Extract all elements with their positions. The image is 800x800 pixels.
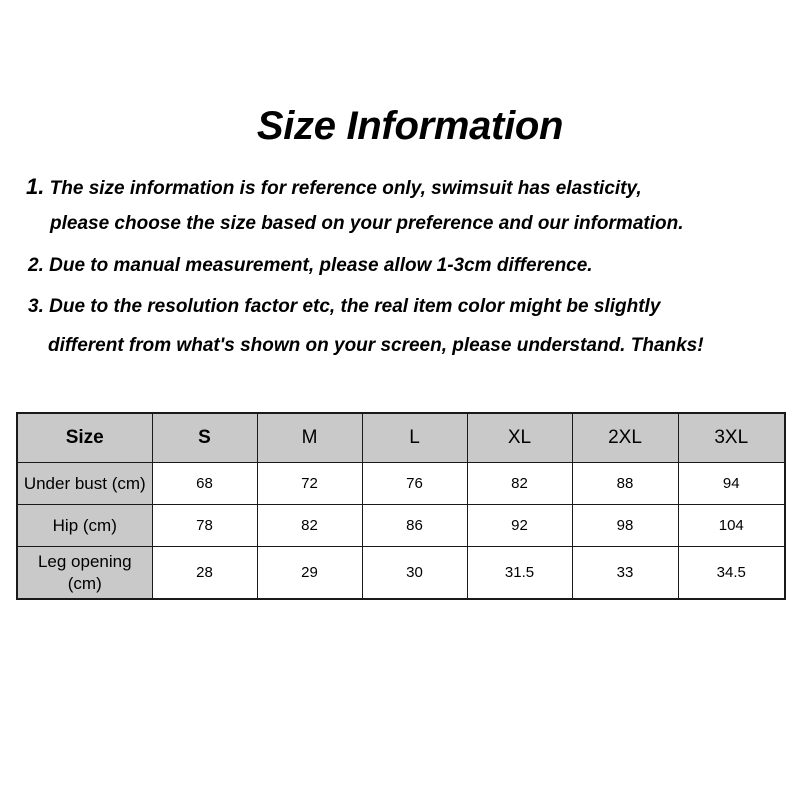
column-header-2xl: 2XL xyxy=(572,413,678,463)
page-title: Size Information xyxy=(256,104,564,148)
row-label-leg-opening-line-2: (cm) xyxy=(67,573,102,593)
row-label-hip: Hip (cm) xyxy=(17,505,152,547)
table-cell: 72 xyxy=(257,463,362,505)
note-3-line-1: 3. Due to the resolution factor etc, the real item color might be slightly xyxy=(28,296,661,317)
table-cell: 68 xyxy=(152,463,257,505)
size-chart-table xyxy=(16,412,786,600)
column-header-3xl: 3XL xyxy=(678,413,785,463)
table-header-row xyxy=(17,413,785,463)
table-cell: 28 xyxy=(152,547,257,600)
table-cell: 33 xyxy=(572,547,678,600)
note-1-line-1 xyxy=(26,175,642,201)
table-cell: 88 xyxy=(572,463,678,505)
table-row-hip xyxy=(17,505,785,547)
note-1-line-2: please choose the size based on your preference and our information. xyxy=(50,213,684,234)
column-header-s: S xyxy=(152,413,257,463)
table-row-leg-opening xyxy=(17,547,785,600)
table-cell: 86 xyxy=(362,505,467,547)
table-cell: 104 xyxy=(678,505,785,547)
note-3-line-2: different from what's shown on your screen, please understand. Thanks! xyxy=(48,335,704,356)
table-cell: 34.5 xyxy=(678,547,785,600)
table-cell: 82 xyxy=(467,463,572,505)
table-cell: 98 xyxy=(572,505,678,547)
note-2: 2. Due to manual measurement, please allow 1-3cm difference. xyxy=(28,255,593,276)
table-cell: 29 xyxy=(257,547,362,600)
table-cell: 92 xyxy=(467,505,572,547)
column-header-size: Size xyxy=(17,413,152,463)
table-cell: 31.5 xyxy=(467,547,572,600)
row-label-leg-opening-line-1: Leg opening xyxy=(37,551,132,571)
row-label-leg-opening xyxy=(17,547,152,600)
table-cell: 76 xyxy=(362,463,467,505)
note-1-text: The size information is for reference only, swimsuit has elasticity, xyxy=(49,178,642,199)
column-header-xl: XL xyxy=(467,413,572,463)
column-header-m: M xyxy=(257,413,362,463)
table-cell: 78 xyxy=(152,505,257,547)
note-1-number: 1. xyxy=(26,174,45,199)
table-row-under-bust xyxy=(17,463,785,505)
row-label-under-bust: Under bust (cm) xyxy=(17,463,152,505)
table-cell: 82 xyxy=(257,505,362,547)
table-cell: 94 xyxy=(678,463,785,505)
column-header-l: L xyxy=(362,413,467,463)
table-cell: 30 xyxy=(362,547,467,600)
